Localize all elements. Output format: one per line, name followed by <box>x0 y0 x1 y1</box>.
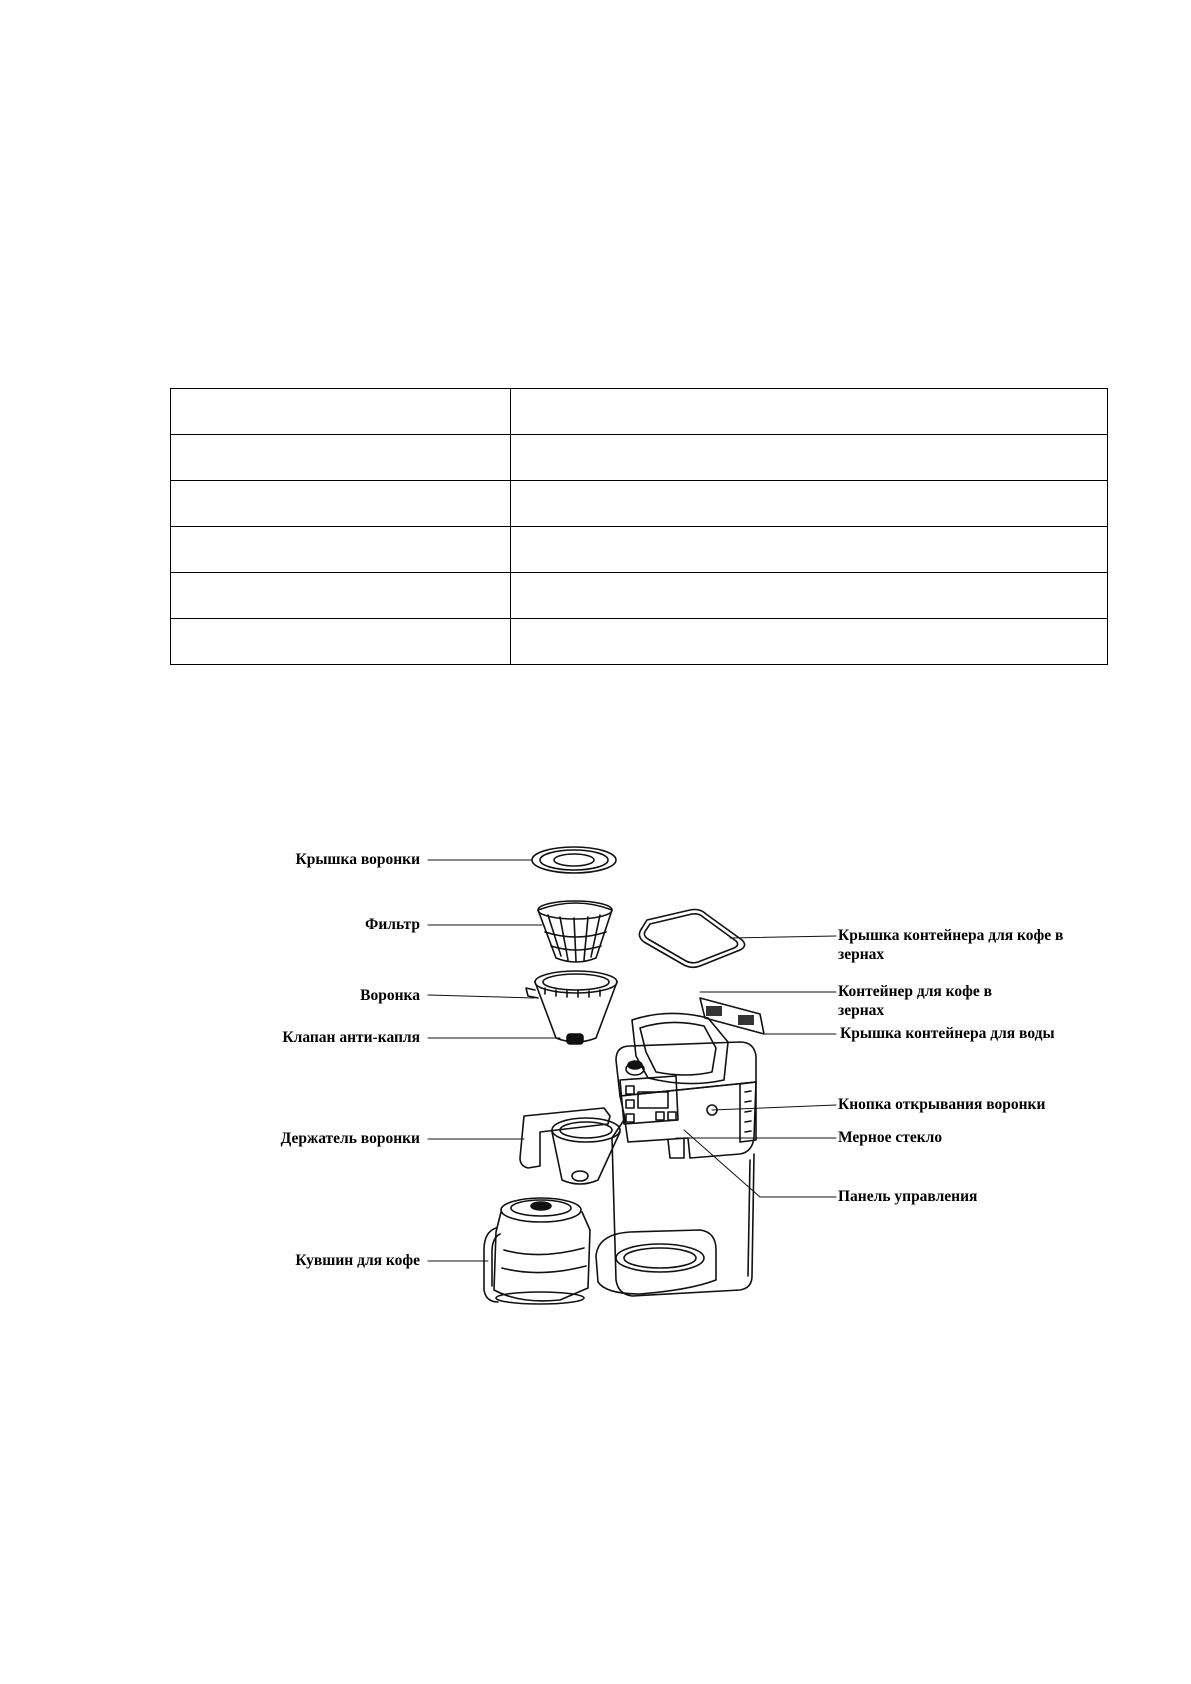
table-row <box>171 527 1108 573</box>
label-water-tank-lid: Крышка контейнера для воды <box>840 1025 1055 1042</box>
table-cell-value <box>511 435 1108 481</box>
machine-body-drawing <box>596 998 764 1296</box>
table-cell-name <box>171 619 511 665</box>
label-funnel-open-button: Кнопка открывания воронки <box>838 1096 1046 1113</box>
label-funnel: Воронка <box>360 987 420 1004</box>
table-cell-value <box>511 481 1108 527</box>
table-row <box>171 481 1108 527</box>
label-coffee-jug: Кувшин для кофе <box>295 1252 420 1269</box>
funnel-holder-drawing <box>520 1108 620 1184</box>
table-cell-value <box>511 619 1108 665</box>
label-funnel-lid: Крышка воронки <box>295 851 420 868</box>
table-cell-value <box>511 527 1108 573</box>
label-anti-drip-valve: Клапан анти-капля <box>282 1029 420 1046</box>
table-row <box>171 619 1108 665</box>
table-cell-name <box>171 527 511 573</box>
table-cell-value <box>511 573 1108 619</box>
label-control-panel: Панель управления <box>838 1188 978 1205</box>
coffee-jug-drawing <box>484 1198 590 1304</box>
bean-container-lid-drawing <box>639 910 744 968</box>
funnel-lid-drawing <box>532 847 616 873</box>
label-funnel-holder: Держатель воронки <box>280 1130 420 1147</box>
funnel-drawing <box>526 971 617 1042</box>
label-water-gauge: Мерное стекло <box>838 1129 943 1146</box>
coffee-machine-diagram <box>0 820 1191 1340</box>
table-row <box>171 435 1108 481</box>
table-cell-value <box>511 389 1108 435</box>
coffee-machine-illustration <box>0 820 1191 1340</box>
table-cell-name <box>171 481 511 527</box>
label-bean-container: Контейнер для кофе в зернах <box>838 983 993 1019</box>
leader-lines <box>428 860 836 1261</box>
label-bean-container-lid: Крышка контейнера для кофе в зернах <box>838 927 1064 963</box>
table-cell-name <box>171 389 511 435</box>
spec-table <box>170 388 1108 665</box>
table-cell-name <box>171 573 511 619</box>
label-filter: Фильтр <box>365 916 420 933</box>
anti-drip-valve-drawing <box>567 1034 583 1044</box>
table-cell-name <box>171 435 511 481</box>
table-row <box>171 389 1108 435</box>
table-row <box>171 573 1108 619</box>
filter-drawing <box>538 901 612 962</box>
